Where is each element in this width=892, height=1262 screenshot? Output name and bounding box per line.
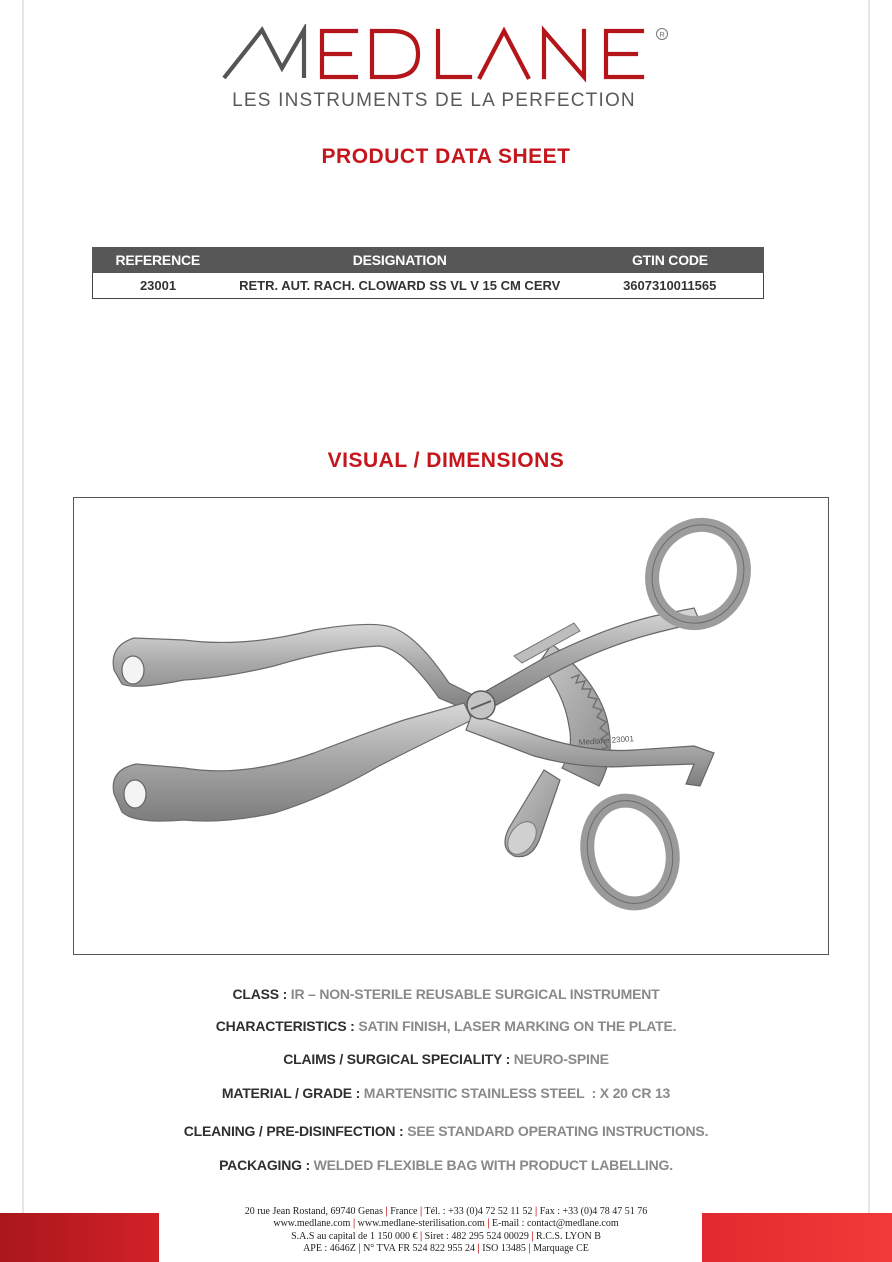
spec-claims-value: NEURO-SPINE — [510, 1051, 609, 1067]
header-reference: REFERENCE — [93, 248, 224, 273]
spec-packaging-value: WELDED FLEXIBLE BAG WITH PRODUCT LABELLING. — [309, 1157, 673, 1173]
svg-text:R: R — [659, 30, 665, 39]
footer-siret: Siret : 482 295 524 00029 — [424, 1230, 529, 1242]
footer-capital: S.A.S au capital de 1 150 000 € — [291, 1230, 418, 1242]
spec-cleaning — [0, 1123, 892, 1139]
cell-gtin-code: 3607310011565 — [576, 273, 763, 299]
left-border-rule — [22, 0, 24, 1262]
spec-material — [0, 1085, 892, 1101]
footer-rcs: R.C.S. LYON B — [536, 1230, 601, 1242]
spec-characteristics — [0, 1018, 892, 1034]
footer-line-registration: APE : 4646Z | N° TVA FR 524 822 955 24 | ISO 13485 | Marquage CE — [303, 1243, 589, 1255]
footer-ape: APE : 4646Z — [303, 1243, 356, 1255]
spec-cleaning-value: SEE STANDARD OPERATING INSTRUCTIONS. — [403, 1123, 709, 1139]
engraving-text: Medlane 23001 — [578, 734, 635, 747]
spec-packaging — [0, 1157, 892, 1173]
footer-country: France — [390, 1206, 418, 1217]
footer-fax: Fax : +33 (0)4 78 47 51 76 — [539, 1206, 648, 1217]
product-info-table — [92, 247, 764, 299]
product-sheet-title: PRODUCT DATA SHEET — [321, 145, 571, 168]
self-retaining-retractor-image — [74, 498, 828, 954]
cell-reference: 23001 — [93, 273, 224, 299]
spec-cleaning-label: CLEANING / PRE-DISINFECTION : — [183, 1123, 404, 1139]
spec-material-label: MATERIAL / GRADE : — [221, 1085, 361, 1101]
spec-class-value: IR – NON-STERILE REUSABLE SURGICAL INSTRUMENT — [287, 986, 660, 1002]
spec-characteristics-value: SATIN FINISH, LASER MARKING ON THE PLATE. — [354, 1018, 677, 1034]
visual-dimensions-title: VISUAL / DIMENSIONS — [327, 449, 565, 472]
spec-material-value: MARTENSITIC STAINLESS STEEL : X 20 CR 13 — [360, 1085, 671, 1101]
footer-line-address: 20 rue Jean Rostand, 69740 Genas | France | Tél. : +33 (0)4 72 52 11 52 | Fax : +33 (0)4 78 47 51 76 — [244, 1206, 648, 1217]
footer-company-info — [0, 1206, 892, 1256]
table-row — [93, 273, 764, 299]
spec-characteristics-label: CHARACTERISTICS : — [215, 1018, 355, 1034]
footer-iso: ISO 13485 — [482, 1243, 526, 1255]
footer-sterilisation-link[interactable]: www.medlane-sterilisation.com — [357, 1218, 485, 1230]
product-image-frame — [73, 497, 829, 955]
footer-line-legal: S.A.S au capital de 1 150 000 € | Siret : 482 295 524 00029 | R.C.S. LYON B — [291, 1230, 601, 1242]
footer-ce-marking: Marquage CE — [533, 1243, 589, 1255]
brand-tagline: LES INSTRUMENTS DE LA PERFECTION — [232, 90, 636, 111]
right-border-rule — [868, 0, 870, 1262]
header-designation: DESIGNATION — [223, 248, 576, 273]
spec-class-label: CLASS : — [232, 986, 288, 1002]
footer-phone: Tél. : +33 (0)4 72 52 11 52 — [424, 1206, 533, 1217]
spec-class — [0, 986, 892, 1002]
medlane-logo — [222, 24, 672, 84]
table-header-row — [93, 248, 764, 273]
footer-email[interactable]: E-mail : contact@medlane.com — [491, 1218, 619, 1230]
footer-website-link[interactable]: www.medlane.com — [273, 1218, 351, 1230]
header-gtin-code: GTIN CODE — [576, 248, 763, 273]
footer-line-web: www.medlane.com | www.medlane-sterilisation.com | E-mail : contact@medlane.com — [273, 1218, 619, 1230]
cell-designation: RETR. AUT. RACH. CLOWARD SS VL V 15 CM CERV — [223, 273, 576, 299]
spec-packaging-label: PACKAGING : — [219, 1157, 310, 1173]
spec-claims — [0, 1051, 892, 1067]
footer-address: 20 rue Jean Rostand, 69740 Genas — [244, 1206, 384, 1217]
spec-claims-label: CLAIMS / SURGICAL SPECIALITY : — [283, 1051, 511, 1067]
footer-vat: N° TVA FR 524 822 955 24 — [363, 1243, 476, 1255]
